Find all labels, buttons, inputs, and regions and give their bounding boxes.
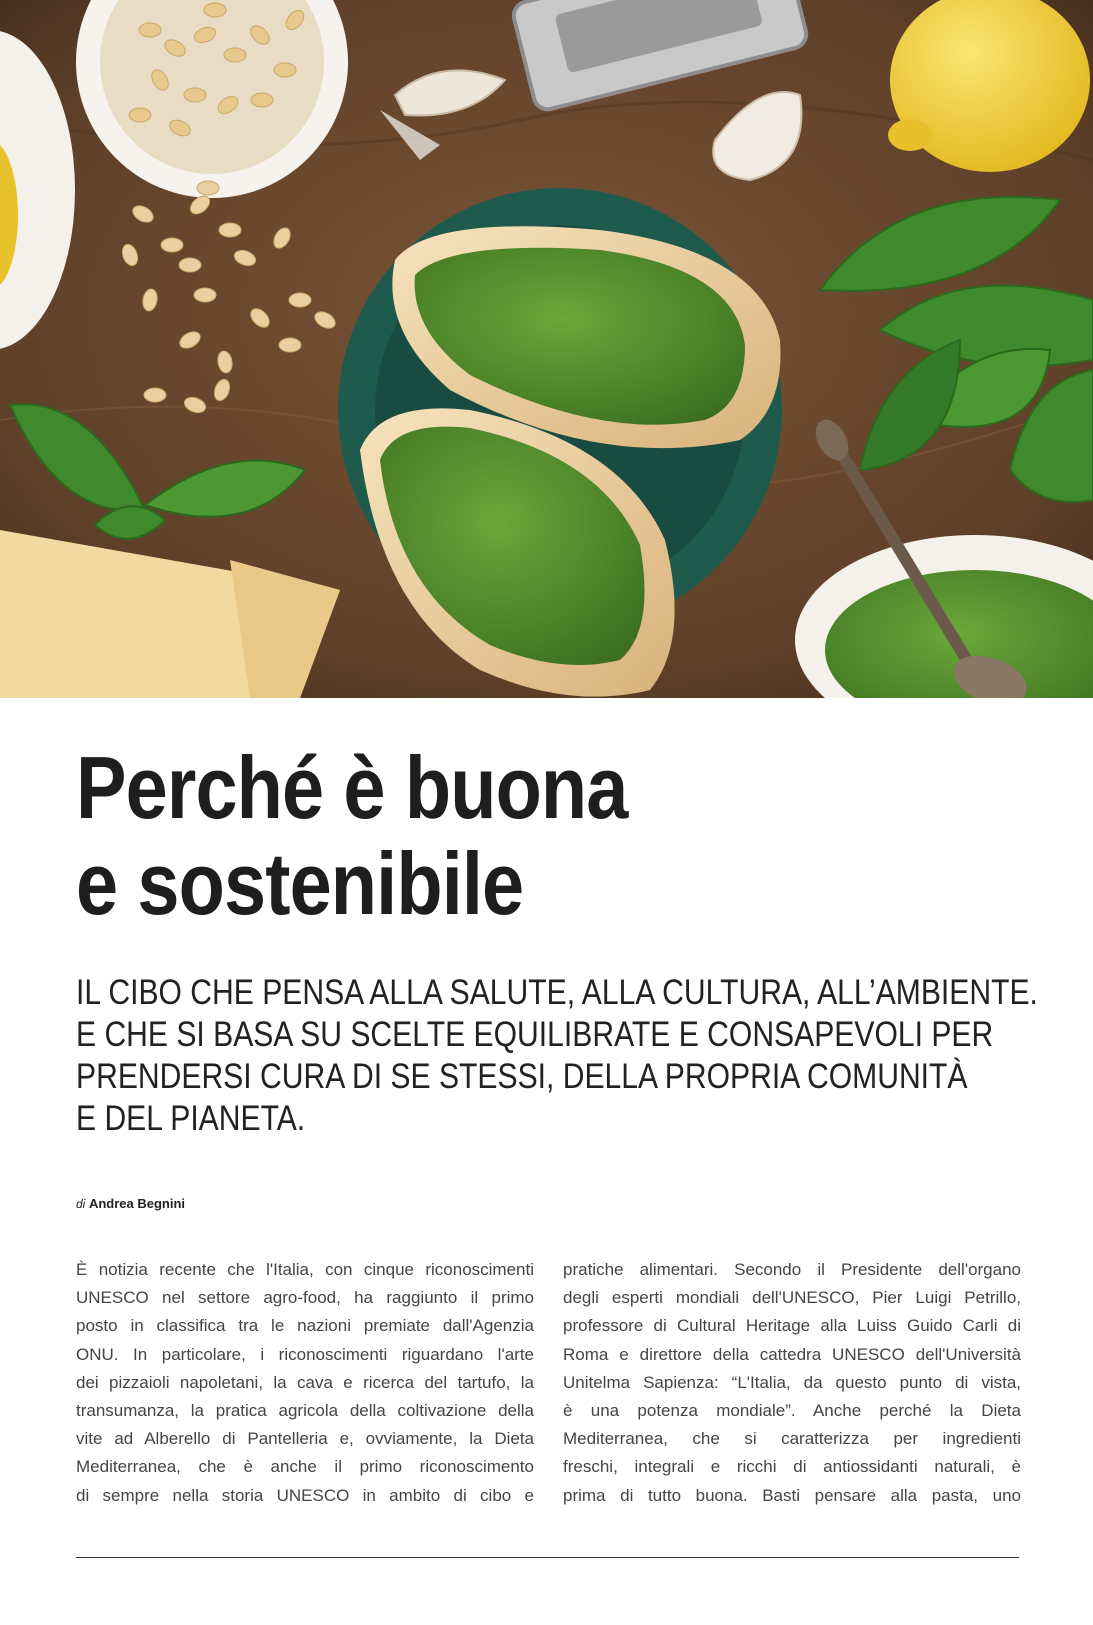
bottom-divider — [76, 1557, 1019, 1558]
subtitle-line: E CHE SI BASA SU SCELTE EQUILIBRATE E CONSAPEVOLI PER — [76, 1015, 994, 1054]
body-line: professore di Cultural Heritage alla Luiss Guido Carli di — [563, 1316, 1021, 1336]
body-line: prima di tutto buona. Basti pensare alla pasta, uno — [563, 1485, 1021, 1505]
body-line: freschi, integrali e ricchi di antiossidanti naturali, è — [563, 1457, 1021, 1477]
author-name: Andrea Begnini — [88, 1196, 186, 1211]
body-line: Mediterranea, che si caratterizza per ingredienti — [563, 1429, 1021, 1449]
hero-photo — [0, 0, 1093, 698]
body-column-left — [76, 1256, 534, 1510]
body-line: di sempre nella storia UNESCO in ambito di cibo e — [76, 1485, 534, 1505]
byline — [76, 1196, 185, 1211]
subtitle-line: IL CIBO CHE PENSA ALLA SALUTE, ALLA CULTURA, ALL’AMBIENTE. — [76, 973, 1038, 1012]
subtitle-line: E DEL PIANETA. — [76, 1099, 306, 1138]
body-line: È notizia recente che l'Italia, con cinque riconoscimenti — [76, 1260, 534, 1279]
body-line: è una potenza mondiale”. Anche perché la Dieta — [563, 1401, 1021, 1421]
byline-prefix: di — [76, 1197, 86, 1211]
pesto-food-illustration — [0, 0, 1093, 698]
body-line: transumanza, la pratica agricola della coltivazione della — [76, 1401, 534, 1421]
body-line: pratiche alimentari. Secondo il Presidente dell'organo — [563, 1260, 1021, 1279]
article-title — [76, 740, 850, 932]
body-line: Roma e direttore della cattedra UNESCO dell'Università — [563, 1344, 1021, 1364]
title-line: e sostenibile — [76, 834, 524, 933]
body-line: degli esperti mondiali dell'UNESCO, Pier Luigi Petrillo, — [563, 1288, 1021, 1308]
body-line: ONU. In particolare, i riconoscimenti riguardano l'arte — [76, 1344, 534, 1364]
body-line: UNESCO nel settore agro-food, ha raggiunto il primo — [76, 1288, 534, 1308]
body-line: Mediterranea, che è anche il primo riconoscimento — [76, 1457, 534, 1477]
article-subtitle — [76, 972, 1038, 1140]
body-line: vite ad Alberello di Pantelleria e, ovviamente, la Dieta — [76, 1429, 534, 1449]
body-line: Unitelma Sapienza: “L'Italia, da questo punto di vista, — [563, 1372, 1021, 1392]
body-line: dei pizzaioli napoletani, la cava e ricerca del tartufo, la — [76, 1372, 534, 1392]
title-line: Perché è buona — [76, 738, 628, 837]
subtitle-line: PRENDERSI CURA DI SE STESSI, DELLA PROPRIA COMUNITÀ — [76, 1057, 968, 1096]
body-line: posto in classifica tra le nazioni premiate dall'Agenzia — [76, 1316, 534, 1336]
body-column-right — [563, 1256, 1021, 1510]
